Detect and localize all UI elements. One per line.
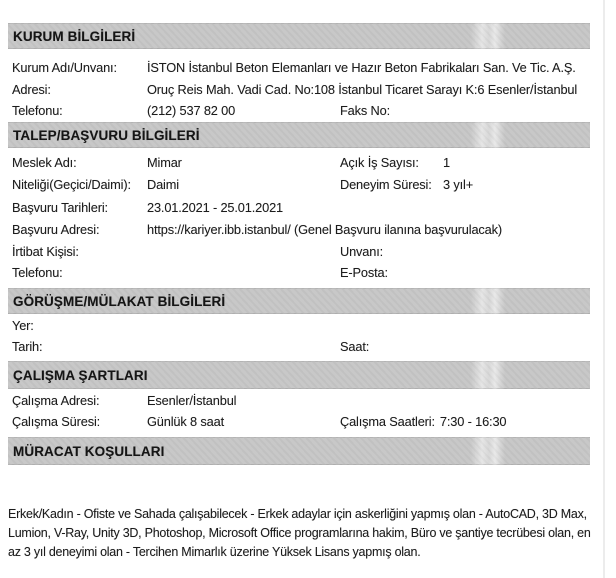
acik-is-value: 1 [443,155,450,170]
scan-artifact-line [603,0,605,578]
calisma-saatleri-label: Çalışma Saatleri: [340,414,435,429]
section-header-calisma-sartlari [8,361,590,389]
section-header-talep-basvuru [8,122,590,148]
saat-label: Saat: [340,339,370,354]
requirements-paragraph: Erkek/Kadın - Ofiste ve Sahada çalışabilecek - Erkek adaylar için askerliğini yapmış olan - AutoCAD, 3D Max, Lumion, V-Ray, Unity 3D, Photoshop, Microsoft Office programlarına hakim, Büro ve şantiye tecrübesi olan, en az 3 yıl deneyimi olan - Tercihen Mimarlık üzerine Yüksek Lisans yapmış olan. [8,507,591,559]
row-telefon-eposta [0,265,616,282]
tarih-label: Tarih: [12,339,43,354]
section-header-muracat-kosullari [8,437,590,465]
calisma-suresi-value: Günlük 8 saat [147,414,225,429]
calisma-suresi-label: Çalışma Süresi: [12,414,101,429]
unvan-pair [340,244,443,260]
basvuru-adresi-value: https://kariyer.ibb.istanbul/ (Genel Başvuru ilanına başvurulacak) [147,222,502,237]
row-telefon-faks [0,103,616,120]
section-header-kurum-bilgileri [8,23,590,49]
row-calisma-suresi [0,414,616,431]
basvuru-tarihleri-value: 23.01.2021 - 25.01.2021 [147,200,284,215]
meslek-value: Mimar [147,155,182,170]
basvuru-adresi-label: Başvuru Adresi: [12,222,100,237]
basvuru-tarihleri-label: Başvuru Tarihleri: [12,200,108,215]
row-meslek [0,155,616,172]
calisma-adresi-label: Çalışma Adresi: [12,393,100,408]
row-tarih-saat [0,339,616,356]
kurum-adi-label: Kurum Adı/Unvanı: [12,60,117,75]
faks-pair [340,103,443,119]
section-title: TALEP/BAŞVURU BİLGİLERİ [13,127,200,143]
faks-label: Faks No: [340,103,391,118]
row-basvuru-tarihleri [0,200,616,217]
saat-pair [340,339,443,355]
unvan-label: Unvanı: [340,244,384,259]
irtibat-label: İrtibat Kişisi: [12,244,79,259]
deneyim-pair [340,177,473,193]
telefon2-label: Telefonu: [12,265,63,280]
section-title: ÇALIŞMA ŞARTLARI [13,367,148,383]
row-yer [0,318,616,335]
meslek-label: Meslek Adı: [12,155,77,170]
telefon-label: Telefonu: [12,103,63,118]
section-title: GÖRÜŞME/MÜLAKAT BİLGİLERİ [13,293,226,309]
row-nitelik [0,177,616,194]
row-calisma-adresi [0,393,616,410]
kurum-adi-value: İSTON İstanbul Beton Elemanları ve Hazır Beton Fabrikaları San. Ve Tic. A.Ş. [147,60,576,75]
section-title: MÜRACAT KOŞULLARI [13,443,165,459]
row-adres [0,82,616,99]
calisma-adresi-value: Esenler/İstanbul [147,393,237,408]
calisma-saatleri-value: 7:30 - 16:30 [439,414,507,429]
calisma-saatleri-pair [340,414,506,430]
deneyim-label: Deneyim Süresi: [340,177,432,192]
acik-is-pair [340,155,450,171]
acik-is-label: Açık İş Sayısı: [340,155,419,170]
row-kurum-adi [0,60,616,77]
section-header-gorusme-mulakat [8,288,590,314]
nitelik-label: Niteliği(Geçici/Daimi): [12,177,131,192]
yer-label: Yer: [12,318,34,333]
telefon-value: (212) 537 82 00 [147,103,236,118]
eposta-label: E-Posta: [340,265,388,280]
row-basvuru-adresi [0,222,616,239]
deneyim-value: 3 yıl+ [443,177,474,192]
section-title: KURUM BİLGİLERİ [13,28,136,44]
nitelik-value: Daimi [147,177,179,192]
adres-value: Oruç Reis Mah. Vadi Cad. No:108 İstanbul Ticaret Sarayı K:6 Esenler/İstanbul [147,82,578,97]
eposta-pair [340,265,443,281]
adres-label: Adresi: [12,82,51,97]
row-irtibat [0,244,616,261]
